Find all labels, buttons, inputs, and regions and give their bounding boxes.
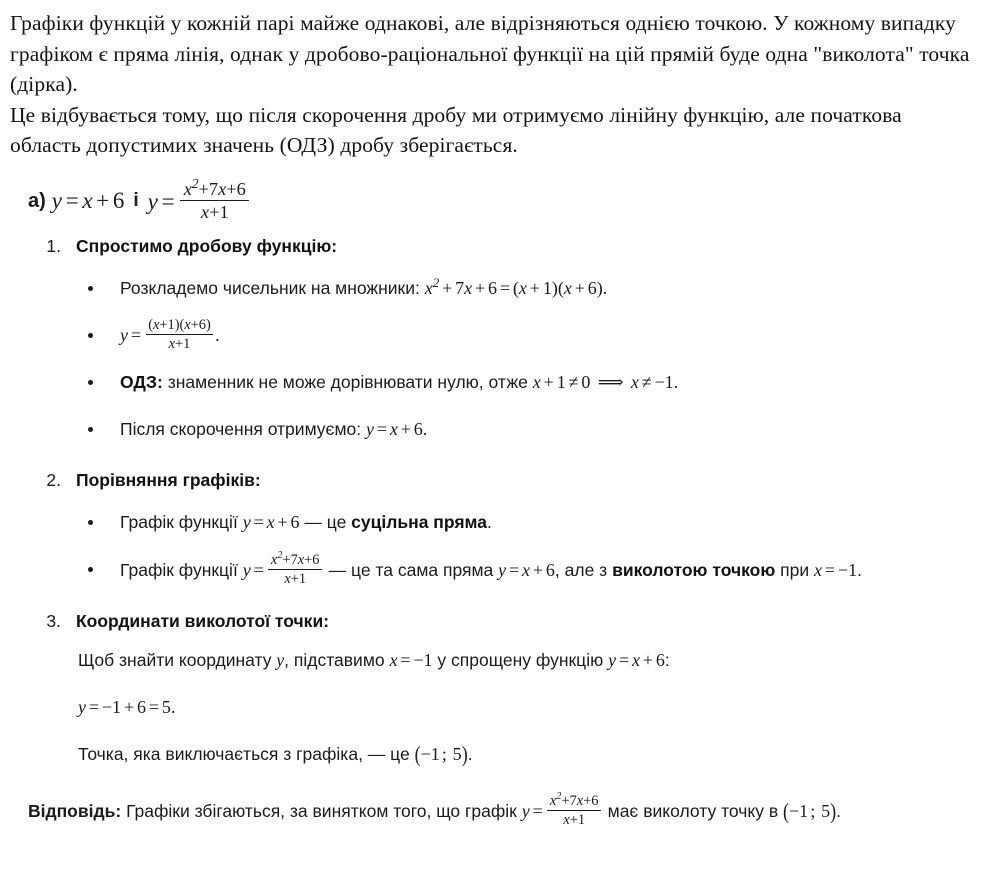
step-2 — [10, 467, 987, 592]
bullet-dot-icon — [88, 267, 95, 310]
bullet-dot-icon — [88, 314, 95, 357]
step-2-bullets — [10, 501, 987, 592]
bullet-linear-bold: суцільна пряма — [351, 511, 487, 532]
step-3-p1-var-y: y — [276, 649, 285, 670]
bullet-dot-icon — [88, 408, 95, 451]
answer-text-mid: має виколоту точку — [607, 800, 764, 821]
bullet-linear-text: Графік функції — [120, 511, 238, 532]
step-3 — [10, 608, 987, 775]
answer-label: Відповідь: — [28, 800, 122, 821]
step-3-p1-part-2: , підставимо — [284, 649, 385, 670]
step-1-number: 1. — [46, 235, 61, 256]
bullet-reduced — [88, 408, 920, 451]
step-3-p1-part-4: : — [664, 649, 670, 670]
bullet-linear-mid: — це — [304, 511, 347, 532]
bullet-reduced-text: Після скорочення отримуємо: — [120, 418, 362, 439]
bullet-fraction-mid-3: при — [780, 559, 810, 580]
bullet-domain-label: ОДЗ: — [120, 371, 163, 392]
step-2-number: 2. — [46, 469, 61, 490]
step-3-p3-math-point: (−1 ; 5) — [414, 741, 468, 767]
bullet-linear-end: . — [487, 511, 492, 532]
intro-paragraph-2: Це відбувається тому, що після скорочення дробу ми отримуємо лінійну функцію, але початкова область допустимих значень (ОДЗ) дробу зберігається. — [10, 102, 902, 157]
bullet-linear-math: y = x + 6 — [242, 511, 300, 532]
problem-expr-linear: y = x + 6 — [51, 187, 125, 213]
step-3-paragraph-2 — [78, 687, 938, 728]
bullet-fraction-graph — [88, 548, 920, 592]
bullet-domain — [88, 361, 920, 404]
step-3-p1-math-fn: y = x + 6 — [608, 649, 665, 670]
bullet-fraction-mid-2: , але з — [554, 559, 608, 580]
step-3-paragraph-1 — [78, 640, 938, 681]
problem-conjunction: і — [133, 189, 139, 211]
step-3-p1-part-1: Щоб знайти координату — [78, 649, 272, 670]
bullet-dot-icon — [88, 548, 95, 591]
intro-paragraph-1: Графіки функцій у кожній парі майже однакові, але відрізняються однією точкою. У кожному випадку графіком є пряма лінія, однак у дробово-раціональної функції на цій прямій буде одна "виколота" точка (дірка). — [10, 11, 970, 96]
steps-list — [10, 233, 987, 775]
step-1-title: Спростимо дробову функцію: — [76, 235, 338, 256]
bullet-fraction-bold: виколотою точкою — [612, 559, 776, 580]
answer-math-fraction: y = $\frac{x^2+7x+6}{x+1}$ — [522, 801, 603, 821]
answer-text-tail: в — [768, 800, 779, 821]
bullet-fraction-math: y = $\frac{x^2+7x+6}{x+1}$ — [243, 560, 324, 580]
bullet-rewritten-fraction — [88, 314, 920, 357]
bullet-reduced-math: y = x + 6. — [365, 418, 428, 439]
answer-text-before: Графіки збігаються, за винятком того, що графік — [126, 800, 517, 821]
bullet-rewritten-math: y = $\frac{(x+1)(x+6)}{x+1}$ . — [120, 317, 220, 353]
problem-expr-fraction: y = $\frac{x^2+7x+6}{x+1}$ — [148, 179, 252, 223]
step-1-bullets — [10, 267, 987, 451]
bullet-factorize — [88, 267, 920, 310]
step-3-p1-math-x: x = −1 — [389, 649, 433, 670]
problem-heading — [28, 175, 987, 223]
bullet-fraction-text: Графік функції — [120, 559, 238, 580]
answer-block — [28, 791, 968, 832]
bullet-factorize-text: Розкладемо чисельник на множники: — [120, 277, 420, 298]
bullet-dot-icon — [88, 501, 95, 544]
answer-math-point: (−1 ; 5) — [783, 798, 837, 824]
bullet-linear-graph — [88, 501, 920, 544]
step-3-p3-part-2: . — [467, 743, 473, 764]
answer-text-end: . — [836, 800, 841, 821]
step-3-paragraph-3 — [78, 734, 938, 775]
bullet-dot-icon — [88, 361, 95, 404]
step-2-title: Порівняння графіків: — [76, 469, 261, 490]
bullet-fraction-math-3: x = −1 — [814, 559, 858, 580]
problem-label: a) — [28, 189, 46, 212]
step-3-p2-math: y = −1 + 6 = 5. — [78, 696, 176, 717]
step-3-number: 3. — [46, 610, 61, 631]
intro-block — [10, 8, 972, 161]
step-3-p1-part-3: у спрощену функцію — [437, 649, 604, 670]
bullet-domain-text: знаменник не може дорівнювати нулю, отже — [167, 371, 528, 392]
bullet-fraction-math-2: y = x + 6 — [498, 559, 555, 580]
bullet-factorize-math: $x^2 + 7x + 6 = (x + 1)(x + 6)$. — [424, 274, 608, 298]
bullet-domain-math: x + 1 ≠ 0 ⟹ x ≠ −1. — [532, 371, 679, 392]
step-3-title: Координати виколотої точки: — [76, 610, 330, 631]
bullet-fraction-end: . — [857, 559, 862, 580]
step-3-p3-part-1: Точка, яка виключається з графіка, — це — [78, 743, 410, 764]
step-1 — [10, 233, 987, 451]
bullet-fraction-mid: — це та сама пряма — [328, 559, 494, 580]
